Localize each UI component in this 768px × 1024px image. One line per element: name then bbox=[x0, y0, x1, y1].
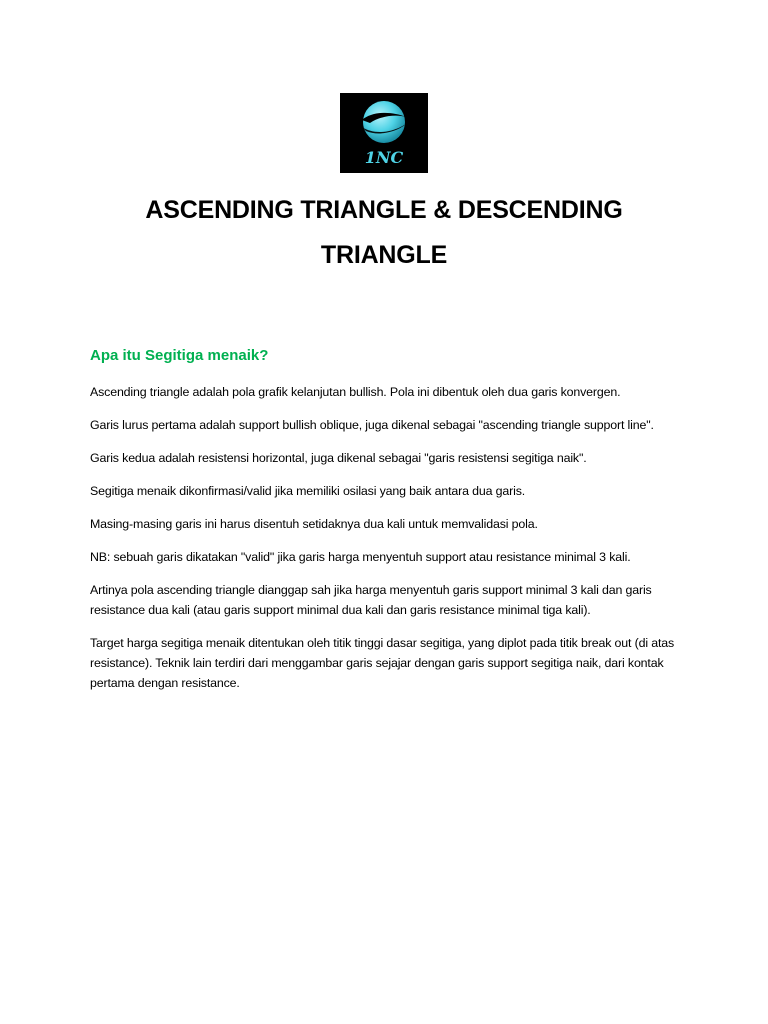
section-heading: Apa itu Segitiga menaik? bbox=[90, 347, 269, 364]
paragraph: Garis kedua adalah resistensi horizontal, juga dikenal sebagai "garis resistensi segitiga naik". bbox=[90, 451, 587, 465]
paragraph: Artinya pola ascending triangle dianggap sah jika harga menyentuh garis support minimal 3 kali dan garis resistance dua kali (atau garis support minimal dua kali dan garis resistance minimal tiga kali). bbox=[90, 583, 652, 617]
paragraph: Garis lurus pertama adalah support bullish oblique, juga dikenal sebagai "ascending triangle support line". bbox=[90, 418, 654, 432]
paragraph: Masing-masing garis ini harus disentuh setidaknya dua kali untuk memvalidasi pola. bbox=[90, 517, 538, 531]
logo bbox=[340, 93, 428, 173]
paragraph: Segitiga menaik dikonfirmasi/valid jika memiliki osilasi yang baik antara dua garis. bbox=[90, 484, 526, 498]
logo-swirl-icon bbox=[340, 93, 428, 173]
document-title: ASCENDING TRIANGLE & DESCENDING TRIANGLE bbox=[145, 196, 623, 269]
paragraph: Ascending triangle adalah pola grafik kelanjutan bullish. Pola ini dibentuk oleh dua garis konvergen. bbox=[90, 385, 621, 399]
logo-text: 1NC bbox=[364, 148, 404, 167]
paragraph: Target harga segitiga menaik ditentukan oleh titik tinggi dasar segitiga, yang diplot pada titik break out (di atas resistance). Teknik lain terdiri dari menggambar garis sejajar dengan garis support segitiga naik, dari kontak pertama dengan resistance. bbox=[90, 636, 675, 690]
body-text bbox=[90, 382, 690, 706]
paragraph: NB: sebuah garis dikatakan "valid" jika garis harga menyentuh support atau resistance minimal 3 kali. bbox=[90, 550, 631, 564]
